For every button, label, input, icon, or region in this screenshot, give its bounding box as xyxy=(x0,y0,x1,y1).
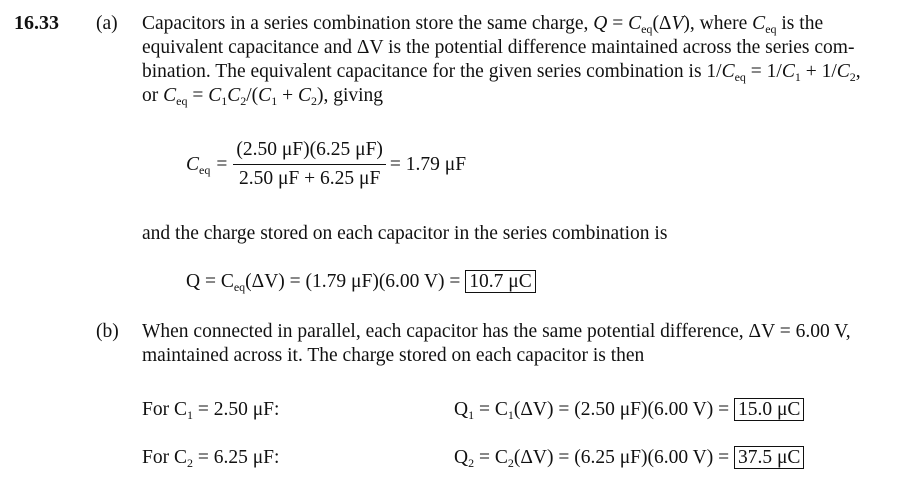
ceq-numerator: (2.50 μF)(6.25 μF) xyxy=(233,138,386,165)
row-c2-label: For $C_2 = 6.25$ μF: xyxy=(142,447,280,470)
row-c1-label: For $C_1 = 2.50$ μF: xyxy=(142,399,280,422)
part-a-line-2: equivalent capacitance and ΔV is the potential difference maintained across the series com- xyxy=(142,37,855,58)
ceq-equation: $C_{eq}$ = $\frac{(2.50 \mu F)(6.25 \mu F)}{2.50 \mu F + 6.25 \mu F}$ = 1.79 μF xyxy=(186,139,467,189)
answer-box-series: 10.7 μC xyxy=(465,270,535,293)
q-series-equation: $Q = C_{eq}(\Delta V) = (1.79$ μF)(6.00 V) = 10.7 μC xyxy=(186,270,536,294)
ceq-result: = 1.79 μF xyxy=(389,153,467,175)
problem-number: 16.33 xyxy=(14,12,59,34)
ceq-fraction xyxy=(233,138,386,191)
part-a-line-3: bination. The equivalent capacitance for the given series combination is $1/C_{eq} = 1/C_1 + 1/C_2$, xyxy=(142,61,861,84)
row-c2-equation: $Q_2 = C_2(\Delta V) = (6.25$ μF)(6.00 V) = 37.5 μC xyxy=(454,446,804,470)
part-a-transition: and the charge stored on each capacitor in the series combination is xyxy=(142,223,668,244)
part-a-line-4: or $C_{eq} = C_1C_2/(C_1 + C_2)$, giving xyxy=(142,85,384,108)
answer-box-c1: 15.0 μC xyxy=(734,398,804,421)
ceq-denominator: 2.50 μF + 6.25 μF xyxy=(238,168,381,189)
part-b-line-1: When connected in parallel, each capacitor has the same potential difference, ΔV = 6.00 V, xyxy=(142,321,851,342)
part-b-line-2: maintained across it. The charge stored on each capacitor is then xyxy=(142,345,645,366)
row-c1-equation: $Q_1 = C_1(\Delta V) = (2.50$ μF)(6.00 V) = 15.0 μC xyxy=(454,398,804,422)
part-a-line-1: Capacitors in a series combination store the same charge, $Q = C_{eq}(\Delta V)$, where $C_{eq}$ is the xyxy=(142,13,824,36)
part-b-label: (b) xyxy=(96,321,119,342)
part-a-label: (a) xyxy=(96,13,118,34)
ceq-lhs: $C_{eq}$ xyxy=(186,153,211,177)
answer-box-c2: 37.5 μC xyxy=(734,446,804,469)
